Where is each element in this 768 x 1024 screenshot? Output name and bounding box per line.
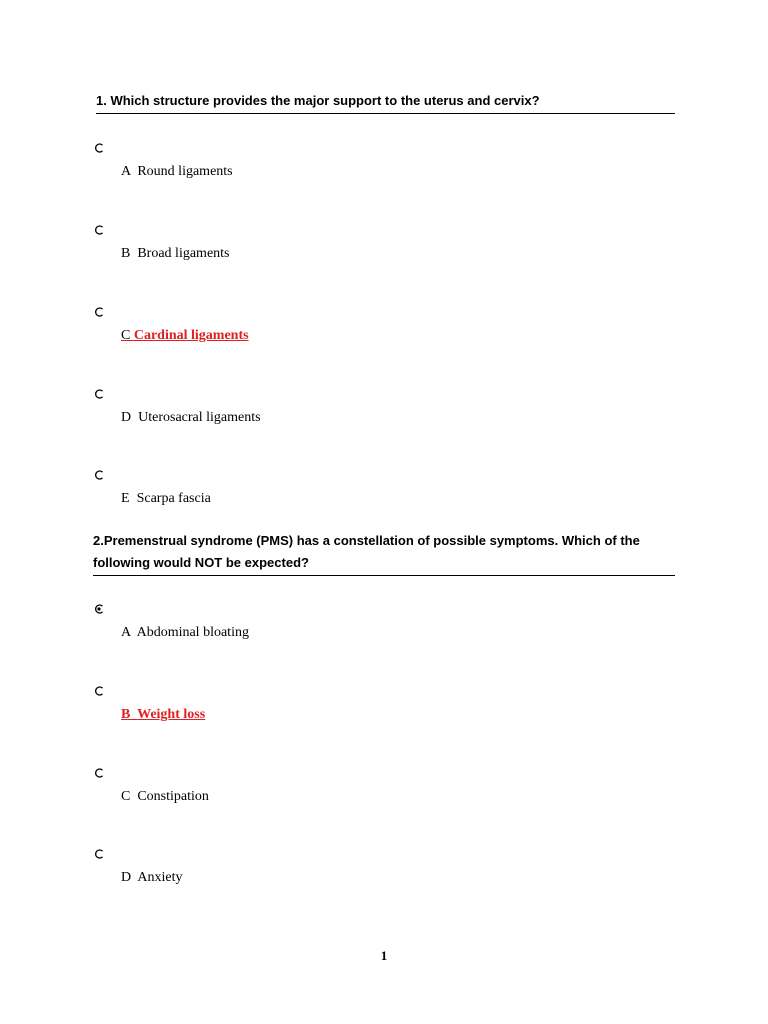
q1-option-b-radio[interactable] xyxy=(94,225,104,235)
option-text: Abdominal bloating xyxy=(136,625,249,640)
radio-unselected-icon xyxy=(94,389,104,399)
option-text: Broad ligaments xyxy=(137,246,230,261)
option-letter: B xyxy=(121,246,131,261)
option-letter: D xyxy=(121,870,132,885)
question-1-text: 1. Which structure provides the major support to the uterus and cervix? xyxy=(96,90,675,114)
page-number: 1 xyxy=(380,948,388,963)
q1-option-e xyxy=(121,490,211,508)
radio-unselected-icon xyxy=(94,225,104,235)
q2-option-b-correct xyxy=(121,706,205,724)
option-text: Uterosacral ligaments xyxy=(138,410,261,425)
q1-option-b xyxy=(121,245,230,263)
q2-option-c xyxy=(121,788,209,806)
radio-unselected-icon xyxy=(94,143,104,153)
option-letter: E xyxy=(121,491,130,506)
radio-selected-icon xyxy=(94,604,104,614)
option-text: Cardinal ligaments xyxy=(130,328,249,343)
option-letter: C xyxy=(121,789,131,804)
option-text: Scarpa fascia xyxy=(136,491,211,506)
radio-unselected-icon xyxy=(94,849,104,859)
radio-unselected-icon xyxy=(94,768,104,778)
radio-unselected-icon xyxy=(94,686,104,696)
q2-option-c-radio[interactable] xyxy=(94,768,104,778)
q2-option-d xyxy=(121,869,182,887)
option-text: Anxiety xyxy=(137,870,183,885)
q1-option-d xyxy=(121,409,261,427)
option-letter: C xyxy=(121,328,131,343)
q1-option-a xyxy=(121,163,233,181)
q2-option-d-radio[interactable] xyxy=(94,849,104,859)
option-letter: A xyxy=(121,164,131,179)
option-letter: D xyxy=(121,410,132,425)
option-letter: B xyxy=(121,707,131,722)
radio-unselected-icon xyxy=(94,307,104,317)
q1-option-e-radio[interactable] xyxy=(94,470,104,480)
q2-option-b-radio[interactable] xyxy=(94,686,104,696)
q1-option-d-radio[interactable] xyxy=(94,389,104,399)
q1-option-c-correct xyxy=(121,327,249,345)
radio-unselected-icon xyxy=(94,470,104,480)
option-letter: A xyxy=(121,625,131,640)
q1-option-a-radio[interactable] xyxy=(94,143,104,153)
option-text: Constipation xyxy=(137,789,209,804)
q2-option-a xyxy=(121,624,249,642)
q2-option-a-radio[interactable] xyxy=(94,604,104,614)
option-text: Round ligaments xyxy=(137,164,233,179)
question-2-text: 2.Premenstrual syndrome (PMS) has a constellation of possible symptoms. Which of the following would NOT be expected? xyxy=(93,530,675,576)
q1-option-c-radio[interactable] xyxy=(94,307,104,317)
option-text: Weight loss xyxy=(137,707,206,722)
